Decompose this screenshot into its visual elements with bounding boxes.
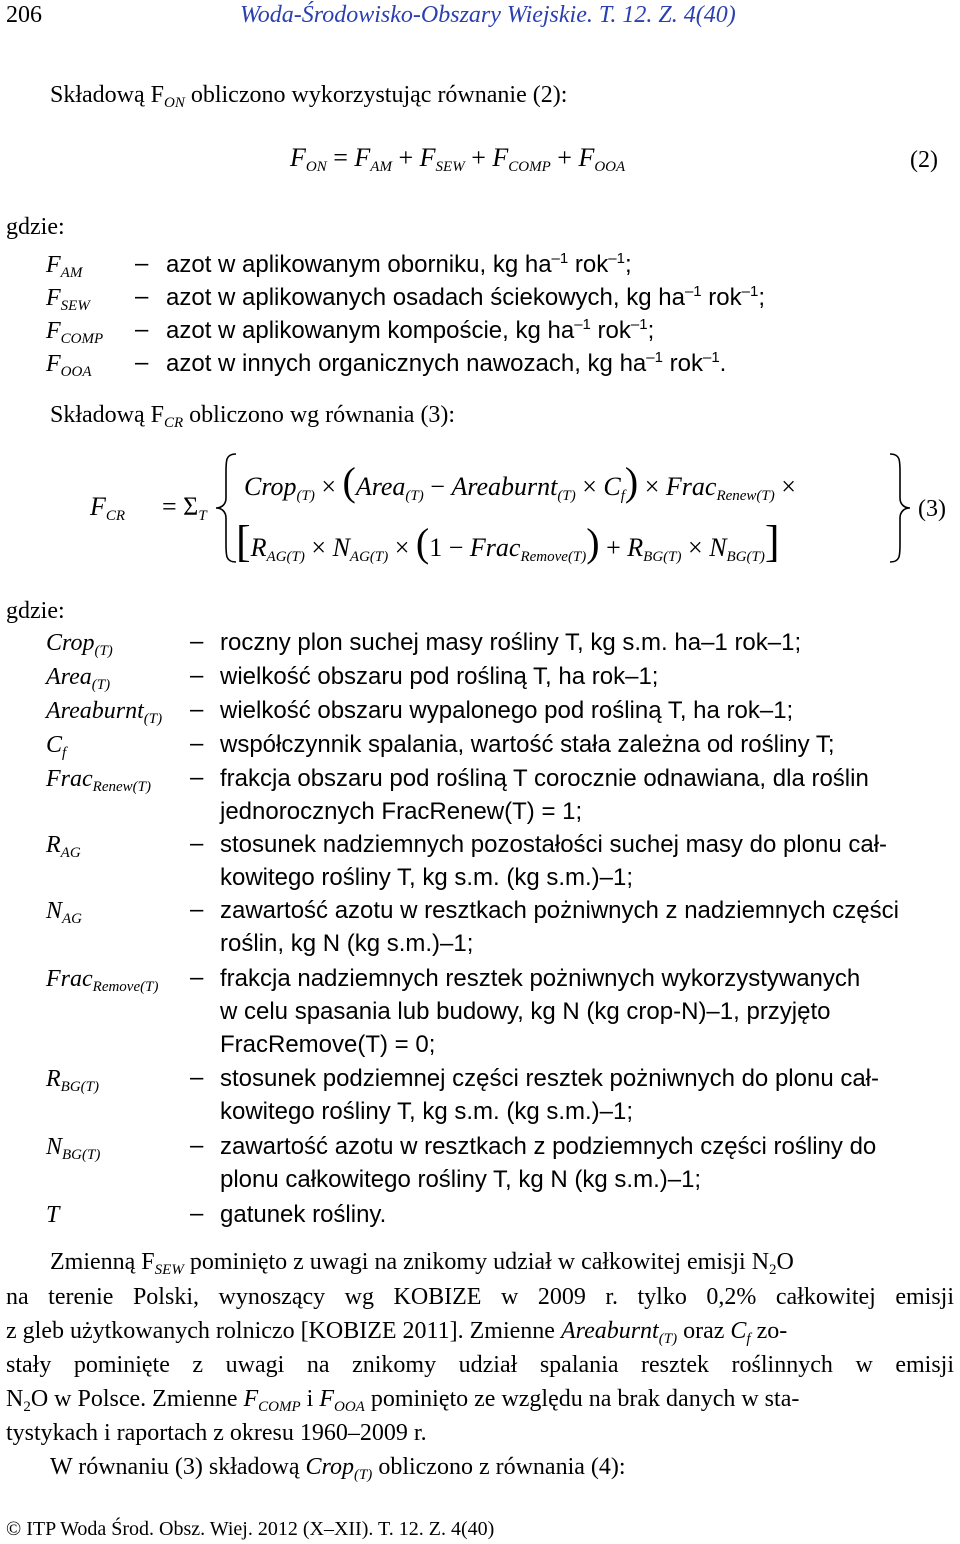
where-label-2: gdzie: xyxy=(6,598,65,624)
def-text: azot w aplikowanych osadach ściekowych, kg $ha^{-1}$ rok$^{-1}$; xyxy=(166,283,766,311)
def-text: kowitego rośliny T, kg s.m. (kg s.m.)–1; xyxy=(220,864,634,891)
def-text: zawartość azotu w resztkach z podziemnych części rośliny do xyxy=(220,1133,877,1160)
def-dash: – xyxy=(190,964,204,991)
def-text: współczynnik spalania, wartość stała zależna od rośliny T; xyxy=(220,731,835,758)
def-symbol: T xyxy=(46,1202,60,1228)
def-symbol: Crop$_{(T)}$ xyxy=(46,630,113,659)
equation-2: $F_{ON} = F_{AM} + F_{SEW} + F_{COMP} + F_{OOA}$ xyxy=(290,143,626,175)
def-symbol: $R_{BG(T)}$ xyxy=(46,1066,99,1095)
def-text: w celu spasania lub budowy, kg N (kg crop-N)–1, przyjęto xyxy=(220,998,831,1025)
def-text: frakcja obszaru pod rośliną T corocznie odnawiana, dla roślin xyxy=(220,765,869,792)
def-text: stosunek nadziemnych pozostałości suchej masy do plonu cał- xyxy=(220,831,888,858)
def-dash: – xyxy=(190,830,204,857)
intro-eq3: Składową $F_{CR}$ obliczono wg równania (3): xyxy=(50,402,456,431)
def-dash: – xyxy=(190,896,204,923)
def-dash: – xyxy=(190,1132,204,1159)
paragraph-line: na terenie Polski, wynoszący wg KOBIZE w 2009 r. tylko 0,2% całkowitej emisji xyxy=(6,1284,954,1310)
eq3-line-1: Crop$_{(T)}$ × (Area$_{(T)}$ − Areaburnt$_{(T)}$ × $C_f$) × Frac$_{Renew(T)}$ × xyxy=(244,459,796,504)
def-symbol: $R_{AG}$ xyxy=(46,832,81,861)
def-symbol: $C_f$ xyxy=(46,732,67,761)
def-symbol: Area$_{(T)}$ xyxy=(46,664,111,693)
eq3-equals: = $\Sigma_T$ xyxy=(162,492,207,524)
def-text: zawartość azotu w resztkach pożniwnych z nadziemnych części xyxy=(220,897,899,924)
def-dash: – xyxy=(135,283,149,310)
def-text: azot w innych organicznych nawozach, kg $ha^{-1}$ rok$^{-1}$. xyxy=(166,349,727,377)
paragraph-line: tystykach i raportach z okresu 1960–2009 r. xyxy=(6,1420,427,1446)
def-text: wielkość obszaru pod rośliną T, ha rok–1; xyxy=(220,663,659,690)
paragraph-line: z gleb użytkowanych rolniczo [KOBIZE 2011]. Zmienne Areaburnt$_{(T)}$ oraz $C_f$ zo- xyxy=(6,1318,788,1347)
def-dash: – xyxy=(190,730,204,757)
paragraph-line: stały pominięte z uwagi na znikomy udział spalania resztek roślinnych w emisji xyxy=(6,1352,954,1378)
def-dash: – xyxy=(190,628,204,655)
equation-2-number: (2) xyxy=(910,147,938,173)
eq3-line-2: [$R_{AG(T)} \times N_{AG(T)} \times (1$ − Frac$_{Remove(T)}$) + $R_{BG(T)} \times N_{BG(T)}$] xyxy=(236,517,780,566)
def-text: roślin, kg N (kg s.m.)–1; xyxy=(220,930,474,957)
right-brace xyxy=(884,452,914,569)
paragraph-line: W równaniu (3) składową Crop$_{(T)}$ obliczono z równania (4): xyxy=(50,1454,626,1483)
intro-eq2: Składową $F_{ON}$ obliczono wykorzystując równanie (2): xyxy=(50,82,568,111)
def-dash: – xyxy=(190,1064,204,1091)
def-symbol: $F_{COMP}$ xyxy=(46,318,104,347)
def-text: azot w aplikowanym oborniku, kg $ha^{-1}$ rok$^{-1}$; xyxy=(166,250,632,278)
eq3-lhs: $F_{CR}$ xyxy=(90,492,126,524)
def-text: kowitego rośliny T, kg s.m. (kg s.m.)–1; xyxy=(220,1098,634,1125)
def-symbol: $F_{AM}$ xyxy=(46,252,83,281)
paragraph-line: Zmienną $F_{SEW}$ pominięto z uwagi na znikomy udział w całkowitej emisji $N_2O$ xyxy=(50,1249,794,1278)
def-text: jednorocznych FracRenew(T) = 1; xyxy=(220,798,583,825)
footer-copyright: © ITP Woda Środ. Obsz. Wiej. 2012 (X–XII). T. 12. Z. 4(40) xyxy=(6,1518,495,1540)
def-text: wielkość obszaru wypalonego pod rośliną T, ha rok–1; xyxy=(220,697,794,724)
running-header: Woda-Środowisko-Obszary Wiejskie. T. 12. Z. 4(40) xyxy=(240,2,736,28)
def-text: roczny plon suchej masy rośliny T, kg s.m. ha–1 rok–1; xyxy=(220,629,802,656)
def-symbol: Frac$_{Renew(T)}$ xyxy=(46,766,151,795)
def-dash: – xyxy=(190,764,204,791)
def-symbol: $F_{SEW}$ xyxy=(46,285,90,314)
def-dash: – xyxy=(190,696,204,723)
def-symbol: $N_{BG(T)}$ xyxy=(46,1134,101,1163)
def-text: azot w aplikowanym kompoście, kg $ha^{-1}$ rok$^{-1}$; xyxy=(166,316,655,344)
def-symbol: Areaburnt$_{(T)}$ xyxy=(46,698,163,727)
def-dash: – xyxy=(190,1200,204,1227)
page-number: 206 xyxy=(6,2,42,28)
def-symbol: Frac$_{Remove(T)}$ xyxy=(46,966,159,995)
def-text: stosunek podziemnej części resztek pożniwnych do plonu cał- xyxy=(220,1065,880,1092)
def-symbol: $F_{OOA}$ xyxy=(46,351,92,380)
def-text: FracRemove(T) = 0; xyxy=(220,1031,436,1058)
def-text: frakcja nadziemnych resztek pożniwnych wykorzystywanych xyxy=(220,965,861,992)
def-dash: – xyxy=(190,662,204,689)
def-dash: – xyxy=(135,349,149,376)
paragraph-line: $N_2O$ w Polsce. Zmienne $F_{COMP}$ i $F_{OOA}$ pominięto ze względu na brak danych w sta- xyxy=(6,1386,800,1415)
def-dash: – xyxy=(135,316,149,343)
def-text: plonu całkowitego rośliny T, kg N (kg s.m.)–1; xyxy=(220,1166,702,1193)
where-label-1: gdzie: xyxy=(6,214,65,240)
equation-3-number: (3) xyxy=(918,496,946,522)
def-dash: – xyxy=(135,250,149,277)
def-symbol: $N_{AG}$ xyxy=(46,898,83,927)
def-text: gatunek rośliny. xyxy=(220,1201,387,1228)
